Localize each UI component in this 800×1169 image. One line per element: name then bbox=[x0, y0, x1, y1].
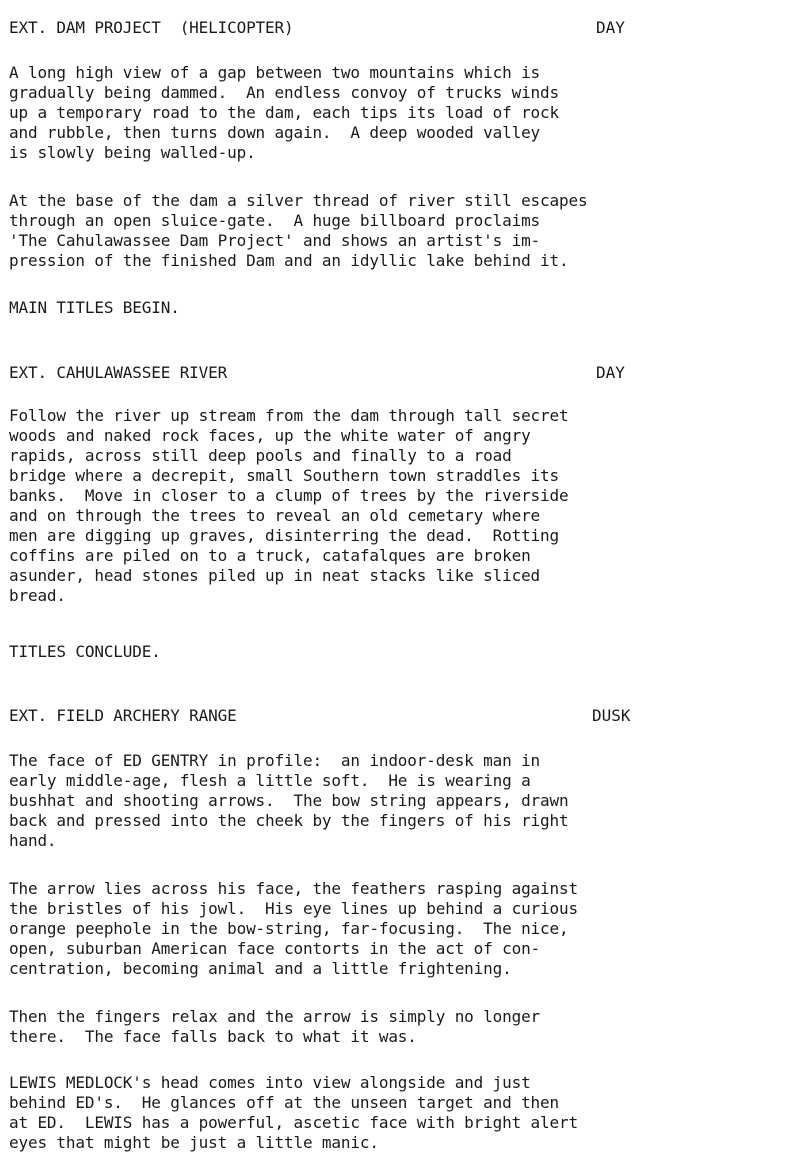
action-line: At the base of the dam a silver thread of river still escapes bbox=[9, 191, 588, 210]
action-line: asunder, head stones piled up in neat stacks like sliced bbox=[9, 566, 541, 585]
scene-time: DAY bbox=[596, 363, 625, 382]
action-line: bushhat and shooting arrows. The bow string appears, drawn bbox=[9, 791, 569, 810]
action-line: The arrow lies across his face, the feathers rasping against bbox=[9, 879, 578, 898]
action-line: LEWIS MEDLOCK's head comes into view alongside and just bbox=[9, 1073, 531, 1092]
action-line: rapids, across still deep pools and finally to a road bbox=[9, 446, 512, 465]
action-line: and on through the trees to reveal an old cemetary where bbox=[9, 506, 541, 525]
action-line: pression of the finished Dam and an idyllic lake behind it. bbox=[9, 251, 569, 270]
action-line: eyes that might be just a little manic. bbox=[9, 1133, 379, 1152]
action-line: open, suburban American face contorts in the act of con- bbox=[9, 939, 541, 958]
action-line: through an open sluice-gate. A huge billboard proclaims bbox=[9, 211, 541, 230]
action-line: back and pressed into the cheek by the fingers of his right bbox=[9, 811, 569, 830]
action-line: Then the fingers relax and the arrow is simply no longer bbox=[9, 1007, 541, 1026]
action-line: the bristles of his jowl. His eye lines up behind a curious bbox=[9, 899, 578, 918]
action-line: centration, becoming animal and a little frightening. bbox=[9, 959, 512, 978]
action-line: The face of ED GENTRY in profile: an indoor-desk man in bbox=[9, 751, 541, 770]
action-line: bridge where a decrepit, small Southern town straddles its bbox=[9, 466, 560, 485]
action-line: there. The face falls back to what it was. bbox=[9, 1027, 417, 1046]
action-line: gradually being dammed. An endless convoy of trucks winds bbox=[9, 83, 560, 102]
action-line: men are digging up graves, disinterring the dead. Rotting bbox=[9, 526, 560, 545]
transition-line: MAIN TITLES BEGIN. bbox=[9, 298, 180, 317]
action-line: early middle-age, flesh a little soft. He is wearing a bbox=[9, 771, 531, 790]
scene-time: DUSK bbox=[592, 706, 631, 725]
action-line: A long high view of a gap between two mountains which is bbox=[9, 63, 541, 82]
transition-line: TITLES CONCLUDE. bbox=[9, 642, 161, 661]
action-line: coffins are piled on to a truck, catafalques are broken bbox=[9, 546, 531, 565]
action-line: hand. bbox=[9, 831, 57, 850]
scene-heading: EXT. DAM PROJECT (HELICOPTER) bbox=[9, 18, 294, 37]
scene-heading: EXT. CAHULAWASSEE RIVER bbox=[9, 363, 228, 382]
action-line: and rubble, then turns down again. A deep wooded valley bbox=[9, 123, 541, 142]
action-line: behind ED's. He glances off at the unseen target and then bbox=[9, 1093, 560, 1112]
scene-heading: EXT. FIELD ARCHERY RANGE bbox=[9, 706, 237, 725]
action-line: at ED. LEWIS has a powerful, ascetic face with bright alert bbox=[9, 1113, 578, 1132]
action-line: bread. bbox=[9, 586, 66, 605]
scene-time: DAY bbox=[596, 18, 625, 37]
action-line: woods and naked rock faces, up the white water of angry bbox=[9, 426, 531, 445]
action-line: is slowly being walled-up. bbox=[9, 143, 256, 162]
action-line: banks. Move in closer to a clump of trees by the riverside bbox=[9, 486, 569, 505]
action-line: Follow the river up stream from the dam through tall secret bbox=[9, 406, 569, 425]
action-line: 'The Cahulawassee Dam Project' and shows an artist's im- bbox=[9, 231, 541, 250]
action-line: orange peephole in the bow-string, far-focusing. The nice, bbox=[9, 919, 569, 938]
action-line: up a temporary road to the dam, each tips its load of rock bbox=[9, 103, 560, 122]
